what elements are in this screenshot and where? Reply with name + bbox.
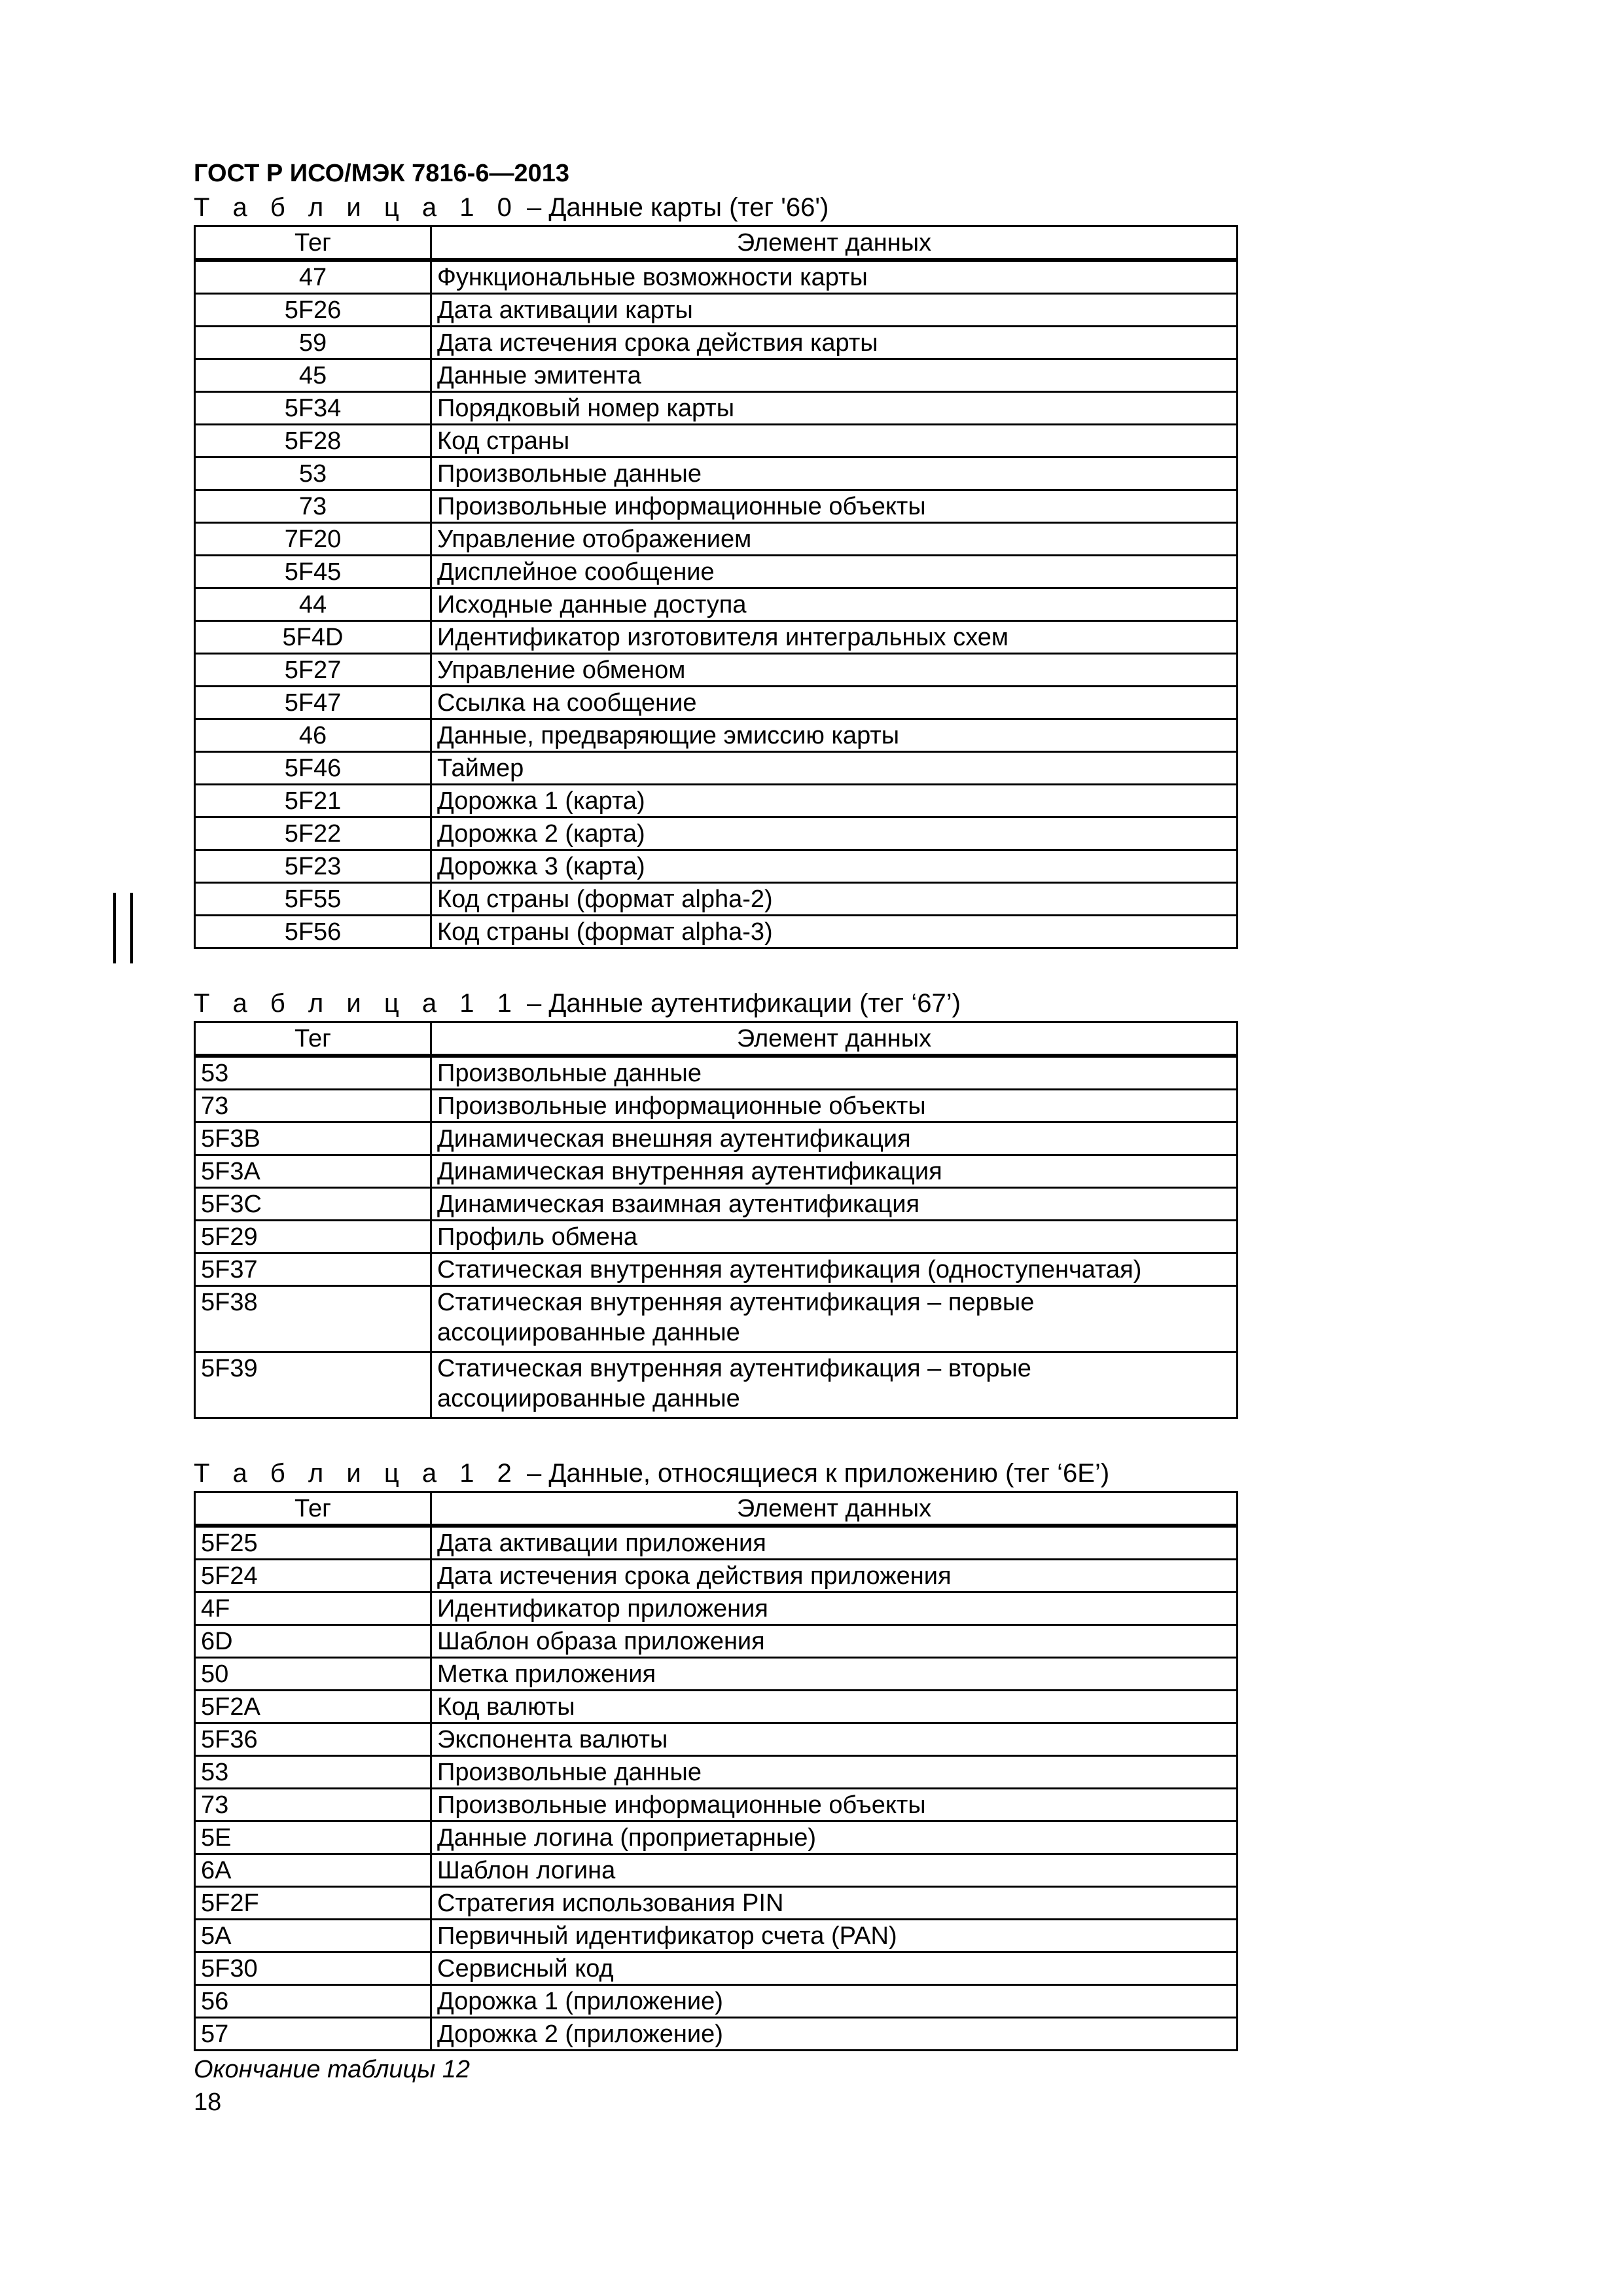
cell-element: Первичный идентификатор счета (PAN) bbox=[431, 1920, 1238, 1952]
cell-element: Дорожка 2 (карта) bbox=[431, 817, 1238, 850]
table-row bbox=[195, 556, 1238, 588]
table-row bbox=[195, 1253, 1238, 1286]
table-header-row bbox=[195, 226, 1238, 260]
cell-element: Стратегия использования PIN bbox=[431, 1887, 1238, 1920]
table-row bbox=[195, 588, 1238, 621]
cell-element: Таймер bbox=[431, 752, 1238, 785]
cell-tag: 5F24 bbox=[195, 1560, 431, 1592]
table11-caption-prefix: Т а б л и ц а 1 1 bbox=[194, 989, 520, 1018]
cell-element: Экспонента валюты bbox=[431, 1723, 1238, 1756]
table-row bbox=[195, 785, 1238, 817]
table-row bbox=[195, 1691, 1238, 1723]
cell-element: Дата истечения срока действия карты bbox=[431, 327, 1238, 359]
cell-element: Динамическая внешняя аутентификация bbox=[431, 1122, 1238, 1155]
revision-bar bbox=[113, 893, 134, 963]
cell-element: Данные логина (проприетарные) bbox=[431, 1821, 1238, 1854]
table-row bbox=[195, 1122, 1238, 1155]
table-row bbox=[195, 883, 1238, 916]
cell-tag: 5F27 bbox=[195, 654, 431, 687]
table-row bbox=[195, 359, 1238, 392]
table-row bbox=[195, 294, 1238, 327]
cell-tag: 57 bbox=[195, 2018, 431, 2051]
cell-tag: 47 bbox=[195, 260, 431, 294]
table10-caption-text: – Данные карты (тег '66') bbox=[526, 193, 829, 222]
cell-tag: 5A bbox=[195, 1920, 431, 1952]
cell-element: Идентификатор изготовителя интегральных схем bbox=[431, 621, 1238, 654]
table-row bbox=[195, 1592, 1238, 1625]
col-header-tag: Тег bbox=[195, 1492, 431, 1526]
cell-tag: 53 bbox=[195, 1756, 431, 1789]
cell-tag: 73 bbox=[195, 1789, 431, 1821]
cell-element: Статическая внутренняя аутентификация – первые ассоциированные данные bbox=[431, 1286, 1238, 1352]
table-row bbox=[195, 2018, 1238, 2051]
cell-tag: 5F26 bbox=[195, 294, 431, 327]
cell-tag: 73 bbox=[195, 490, 431, 523]
cell-element: Произвольные информационные объекты bbox=[431, 1090, 1238, 1122]
cell-element: Идентификатор приложения bbox=[431, 1592, 1238, 1625]
table-row bbox=[195, 850, 1238, 883]
cell-element: Ссылка на сообщение bbox=[431, 687, 1238, 719]
table-row bbox=[195, 327, 1238, 359]
cell-element: Произвольные данные bbox=[431, 457, 1238, 490]
table-row bbox=[195, 1789, 1238, 1821]
table-row bbox=[195, 621, 1238, 654]
table-row bbox=[195, 1286, 1238, 1352]
cell-element: Статическая внутренняя аутентификация (одноступенчатая) bbox=[431, 1253, 1238, 1286]
cell-tag: 45 bbox=[195, 359, 431, 392]
table-row bbox=[195, 1887, 1238, 1920]
table10 bbox=[194, 225, 1238, 949]
cell-tag: 5F2A bbox=[195, 1691, 431, 1723]
cell-tag: 5F22 bbox=[195, 817, 431, 850]
cell-element: Произвольные информационные объекты bbox=[431, 1789, 1238, 1821]
col-header-tag: Тег bbox=[195, 1022, 431, 1056]
cell-element: Дорожка 1 (карта) bbox=[431, 785, 1238, 817]
cell-tag: 5F29 bbox=[195, 1221, 431, 1253]
cell-element: Произвольные информационные объекты bbox=[431, 490, 1238, 523]
cell-tag: 44 bbox=[195, 588, 431, 621]
cell-element: Дата активации карты bbox=[431, 294, 1238, 327]
table-row bbox=[195, 1188, 1238, 1221]
cell-tag: 53 bbox=[195, 457, 431, 490]
table-row bbox=[195, 1821, 1238, 1854]
cell-tag: 5F21 bbox=[195, 785, 431, 817]
table10-caption-prefix: Т а б л и ц а 1 0 bbox=[194, 193, 520, 222]
cell-tag: 46 bbox=[195, 719, 431, 752]
document-header: ГОСТ Р ИСО/МЭК 7816-6—2013 bbox=[194, 160, 569, 187]
table-row bbox=[195, 1526, 1238, 1560]
table-row bbox=[195, 1658, 1238, 1691]
table12-caption-text: – Данные, относящиеся к приложению (тег ‘6E’) bbox=[526, 1459, 1110, 1488]
cell-tag: 7F20 bbox=[195, 523, 431, 556]
cell-tag: 5F47 bbox=[195, 687, 431, 719]
table-row bbox=[195, 687, 1238, 719]
table11-caption bbox=[194, 987, 1241, 1021]
table-row bbox=[195, 1756, 1238, 1789]
cell-tag: 56 bbox=[195, 1985, 431, 2018]
table-row bbox=[195, 1625, 1238, 1658]
page-number: 18 bbox=[194, 2089, 222, 2116]
col-header-element: Элемент данных bbox=[431, 1022, 1238, 1056]
table12 bbox=[194, 1491, 1238, 2051]
cell-element: Дорожка 3 (карта) bbox=[431, 850, 1238, 883]
table-row bbox=[195, 719, 1238, 752]
cell-element: Управление обменом bbox=[431, 654, 1238, 687]
table-continuation-note: Окончание таблицы 12 bbox=[194, 2056, 471, 2083]
cell-element: Управление отображением bbox=[431, 523, 1238, 556]
cell-element: Статическая внутренняя аутентификация – вторые ассоциированные данные bbox=[431, 1352, 1238, 1418]
cell-element: Метка приложения bbox=[431, 1658, 1238, 1691]
table-row bbox=[195, 752, 1238, 785]
document-page bbox=[194, 158, 1241, 2118]
cell-element: Дисплейное сообщение bbox=[431, 556, 1238, 588]
cell-tag: 5F4D bbox=[195, 621, 431, 654]
cell-element: Динамическая взаимная аутентификация bbox=[431, 1188, 1238, 1221]
cell-tag: 5F3A bbox=[195, 1155, 431, 1188]
table-row bbox=[195, 457, 1238, 490]
table-header-row bbox=[195, 1492, 1238, 1526]
table12-caption-prefix: Т а б л и ц а 1 2 bbox=[194, 1459, 520, 1488]
cell-tag: 5F25 bbox=[195, 1526, 431, 1560]
col-header-element: Элемент данных bbox=[431, 1492, 1238, 1526]
cell-element: Код валюты bbox=[431, 1691, 1238, 1723]
table-row bbox=[195, 817, 1238, 850]
table-row bbox=[195, 425, 1238, 457]
cell-tag: 50 bbox=[195, 1658, 431, 1691]
table-row bbox=[195, 1854, 1238, 1887]
cell-tag: 73 bbox=[195, 1090, 431, 1122]
cell-tag: 53 bbox=[195, 1056, 431, 1090]
cell-tag: 5F38 bbox=[195, 1286, 431, 1352]
cell-element: Шаблон логина bbox=[431, 1854, 1238, 1887]
cell-tag: 5F34 bbox=[195, 392, 431, 425]
cell-tag: 4F bbox=[195, 1592, 431, 1625]
cell-tag: 5F56 bbox=[195, 916, 431, 948]
table-row bbox=[195, 1985, 1238, 2018]
cell-tag: 5F39 bbox=[195, 1352, 431, 1418]
table-row bbox=[195, 260, 1238, 294]
cell-tag: 5F36 bbox=[195, 1723, 431, 1756]
table-row bbox=[195, 1056, 1238, 1090]
cell-tag: 5F28 bbox=[195, 425, 431, 457]
cell-element: Порядковый номер карты bbox=[431, 392, 1238, 425]
cell-tag: 5F3B bbox=[195, 1122, 431, 1155]
table-row bbox=[195, 392, 1238, 425]
table11-caption-text: – Данные аутентификации (тег ‘67’) bbox=[526, 989, 961, 1018]
cell-element: Сервисный код bbox=[431, 1952, 1238, 1985]
cell-tag: 5F45 bbox=[195, 556, 431, 588]
cell-tag: 59 bbox=[195, 327, 431, 359]
table10-caption bbox=[194, 191, 1241, 225]
cell-tag: 5F55 bbox=[195, 883, 431, 916]
cell-element: Профиль обмена bbox=[431, 1221, 1238, 1253]
table-row bbox=[195, 1090, 1238, 1122]
table-row bbox=[195, 1221, 1238, 1253]
cell-element: Шаблон образа приложения bbox=[431, 1625, 1238, 1658]
col-header-element: Элемент данных bbox=[431, 226, 1238, 260]
table-row bbox=[195, 490, 1238, 523]
cell-tag: 5F2F bbox=[195, 1887, 431, 1920]
cell-element: Исходные данные доступа bbox=[431, 588, 1238, 621]
table-row bbox=[195, 1560, 1238, 1592]
table-row bbox=[195, 1920, 1238, 1952]
cell-tag: 5F37 bbox=[195, 1253, 431, 1286]
cell-tag: 5F23 bbox=[195, 850, 431, 883]
cell-tag: 5F30 bbox=[195, 1952, 431, 1985]
cell-element: Данные эмитента bbox=[431, 359, 1238, 392]
cell-element: Произвольные данные bbox=[431, 1756, 1238, 1789]
cell-tag: 6D bbox=[195, 1625, 431, 1658]
cell-element: Дата активации приложения bbox=[431, 1526, 1238, 1560]
cell-element: Дата истечения срока действия приложения bbox=[431, 1560, 1238, 1592]
table-header-row bbox=[195, 1022, 1238, 1056]
table11 bbox=[194, 1021, 1238, 1419]
table12-caption bbox=[194, 1457, 1241, 1491]
cell-element: Динамическая внутренняя аутентификация bbox=[431, 1155, 1238, 1188]
table-row bbox=[195, 654, 1238, 687]
cell-tag: 5E bbox=[195, 1821, 431, 1854]
cell-element: Код страны (формат alpha-3) bbox=[431, 916, 1238, 948]
cell-element: Код страны bbox=[431, 425, 1238, 457]
cell-tag: 5F3C bbox=[195, 1188, 431, 1221]
cell-element: Дорожка 1 (приложение) bbox=[431, 1985, 1238, 2018]
table-row bbox=[195, 1952, 1238, 1985]
table-row bbox=[195, 1723, 1238, 1756]
table-row bbox=[195, 1155, 1238, 1188]
cell-element: Произвольные данные bbox=[431, 1056, 1238, 1090]
table-row bbox=[195, 916, 1238, 948]
cell-element: Функциональные возможности карты bbox=[431, 260, 1238, 294]
cell-element: Код страны (формат alpha-2) bbox=[431, 883, 1238, 916]
table-row bbox=[195, 523, 1238, 556]
cell-tag: 5F46 bbox=[195, 752, 431, 785]
cell-element: Дорожка 2 (приложение) bbox=[431, 2018, 1238, 2051]
cell-tag: 6A bbox=[195, 1854, 431, 1887]
cell-element: Данные, предваряющие эмиссию карты bbox=[431, 719, 1238, 752]
col-header-tag: Тег bbox=[195, 226, 431, 260]
table-row bbox=[195, 1352, 1238, 1418]
